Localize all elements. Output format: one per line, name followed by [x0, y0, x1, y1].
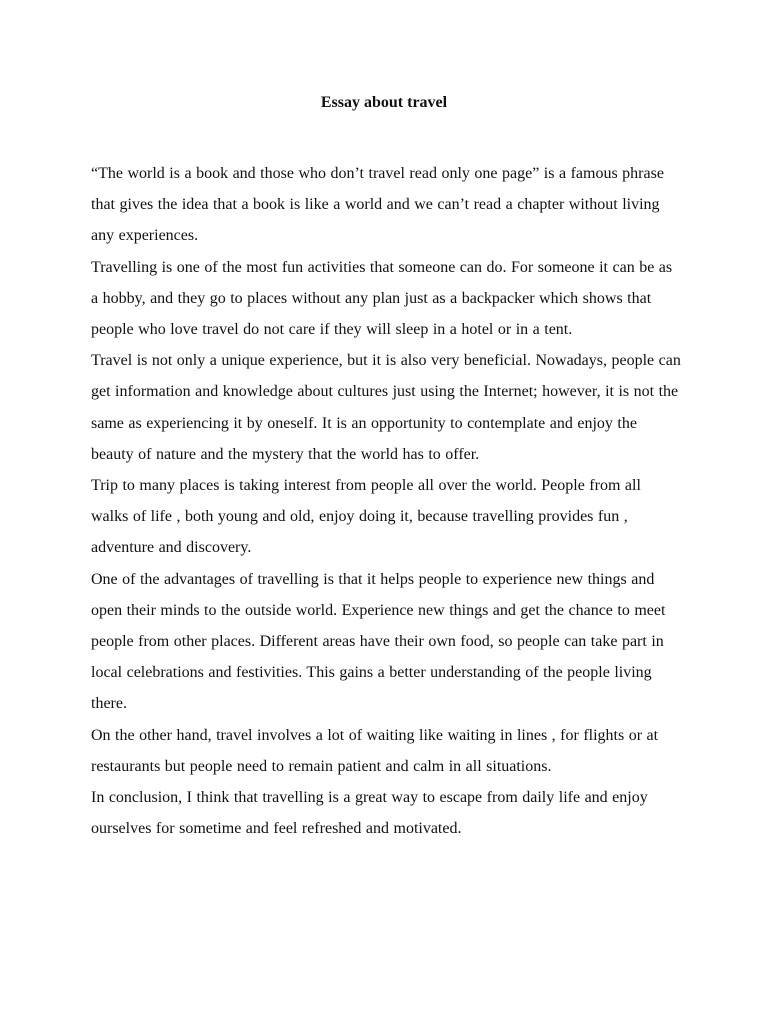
paragraph-advantages: One of the advantages of travelling is that it helps people to experience new things and open their minds to the outside world. Experience new things and get the chance to meet people from other places. Different areas have their own food, so people can take part in local celebrations and festivities. This gains a better understanding of the people living there.	[91, 570, 666, 713]
paragraph-benefits: Travel is not only a unique experience, but it is also very beneficial. Nowadays, people can get information and knowledge about cultures just using the Internet; however, it is not the same as experiencing it by oneself. It is an opportunity to contemplate and enjoy the beauty of nature and the mystery that the world has to offer.	[91, 352, 681, 463]
document-title: Essay about travel	[320, 94, 448, 111]
paragraph-conclusion: In conclusion, I think that travelling is a great way to escape from daily life and enjoy ourselves for sometime and feel refreshed and motivated.	[91, 789, 648, 838]
paragraph-disadvantages: On the other hand, travel involves a lot of waiting like waiting in lines , for flights or at restaurants but people need to remain patient and calm in all situations.	[91, 726, 659, 775]
document-body	[91, 158, 681, 844]
paragraph-fun-activities: Travelling is one of the most fun activities that someone can do. For someone it can be as a hobby, and they go to places without any plan just as a backpacker which shows that people who love travel do not care if they will sleep in a hotel or in a tent.	[91, 258, 673, 339]
paragraph-intro: “The world is a book and those who don’t travel read only one page” is a famous phrase that gives the idea that a book is like a world and we can’t read a chapter without living any experiences.	[91, 165, 664, 245]
paragraph-popularity: Trip to many places is taking interest from people all over the world. People from all walks of life , both young and old, enjoy doing it, because travelling provides fun , adventure and discovery.	[91, 477, 641, 557]
